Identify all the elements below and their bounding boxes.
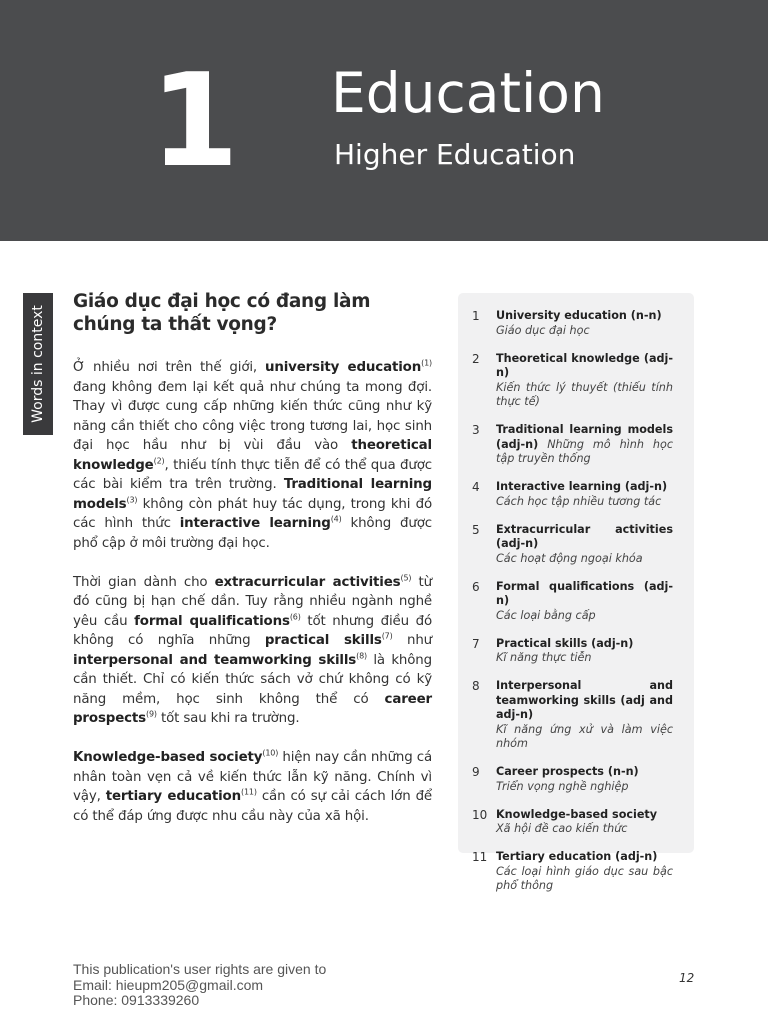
paragraph-text: từ đó cũng bị hạn chế dần. Tuy rằng nhiều ngành nghề yêu cầu (73, 574, 432, 629)
glossary-entry (496, 352, 673, 410)
glossary-definition: Giáo dục đại học (496, 323, 590, 337)
key-term: university education (264, 360, 422, 375)
article-title: Giáo dục đại học có đang làm chúng ta thất vọng? (73, 291, 371, 335)
glossary-item (472, 850, 673, 894)
glossary-number: 10 (472, 807, 488, 822)
term-reference: (8) (356, 651, 368, 661)
glossary-term: Tertiary education (adj-n) (496, 850, 658, 863)
paragraph-text: tốt sau khi ra trường. (156, 711, 300, 726)
footer-line: This publication's user rights are given to (73, 961, 327, 977)
paragraph-text: không còn phát huy tác dụng, trong khi đó các hình thức (73, 496, 432, 531)
glossary-definition: Kĩ năng thực tiễn (496, 651, 592, 664)
article-paragraph (73, 748, 432, 826)
paragraph-text: Ở nhiều nơi trên thế giới, (73, 360, 265, 375)
term-reference: (11) (240, 787, 257, 797)
article-paragraph (73, 573, 432, 729)
glossary-term: Traditional learning models (adj-n) (496, 423, 673, 451)
glossary-number: 9 (472, 765, 480, 779)
glossary-item (472, 523, 673, 567)
footer-line: Email: hieupm205@gmail.com (73, 976, 264, 993)
chapter-subtitle: Higher Education (334, 138, 576, 171)
term-reference: (3) (126, 495, 138, 505)
glossary-item (472, 580, 673, 624)
glossary-number: 5 (472, 522, 480, 537)
page-number: 12 (679, 971, 695, 985)
article (73, 290, 432, 846)
glossary-item (472, 309, 673, 338)
glossary-definition: Xã hội đề cao kiến thức (496, 822, 628, 835)
key-term: career prospects (73, 691, 432, 726)
key-term: theoretical knowledge (73, 438, 432, 473)
glossary-definition: Kiến thức lý thuyết (thiếu tính thực tế) (496, 380, 673, 408)
chapter-number: 1 (150, 47, 236, 196)
paragraph-text: , thiếu tính thực tiễn để có thể qua được các bài kiểm tra trên trường. (73, 457, 432, 492)
glossary-entry (496, 765, 673, 794)
article-paragraph (73, 358, 432, 553)
footer-rights-notice (73, 962, 326, 1009)
glossary-definition: Triển vọng nghề nghiệp (496, 779, 629, 793)
glossary-definition: Các loại bằng cấp (496, 608, 596, 622)
glossary-definition: Kĩ năng ứng xử và làm việc nhóm (496, 722, 673, 750)
glossary-item (472, 765, 673, 794)
glossary-number: 7 (472, 636, 480, 651)
term-reference: (1) (421, 358, 432, 368)
glossary-term: Practical skills (adj-n) (496, 636, 634, 650)
paragraph-text: là không cần thiết. Chỉ có kiến thức sách vở chứ không có kỹ năng mềm, học sinh không thể có (73, 652, 432, 707)
glossary-item (472, 423, 673, 467)
glossary-number: 2 (472, 351, 480, 366)
glossary-term: Extracurricular activities (adj-n) (496, 522, 673, 550)
key-term: Traditional learning models (73, 477, 432, 512)
glossary-item (472, 808, 673, 837)
glossary-entry (496, 480, 673, 509)
key-term: tertiary education (105, 789, 241, 804)
glossary-term: Interactive learning (adj-n) (496, 480, 668, 493)
footer-line: Phone: 0913339260 (73, 992, 200, 1008)
paragraph-text: không được phổ cập ở môi trường đại học. (73, 516, 432, 551)
term-reference: (9) (146, 709, 157, 719)
glossary-entry (496, 580, 673, 624)
key-term: interpersonal and teamworking skills (73, 652, 357, 668)
paragraph-text: Thời gian dành cho (73, 574, 215, 590)
glossary-number: 4 (472, 480, 480, 494)
glossary-definition: Các loại hình giáo dục sau bậc phổ thông (496, 864, 673, 892)
glossary-number: 3 (472, 423, 480, 437)
glossary-item (472, 480, 673, 509)
glossary-term: Career prospects (n-n) (496, 765, 639, 778)
glossary-definition: Các hoạt động ngoại khóa (496, 551, 643, 565)
glossary-entry (496, 637, 673, 666)
paragraph-text: hiện nay cần những cá nhân toàn vẹn cả về kiến thức lẫn kỹ năng. Chính vì vậy, (73, 750, 433, 804)
article-body (73, 358, 432, 826)
key-term: interactive learning (179, 516, 331, 531)
term-reference: (2) (153, 456, 165, 466)
glossary-term: Knowledge-based society (496, 807, 658, 821)
glossary-term: University education (n-n) (496, 309, 662, 322)
chapter-title: Education (331, 61, 605, 125)
glossary-term: Formal qualifications (adj-n) (496, 579, 673, 607)
glossary-term: Interpersonal and teamworking skills (adj and adj-n) (496, 679, 673, 721)
key-term: Knowledge-based society (73, 750, 263, 765)
term-reference: (10) (262, 748, 279, 758)
words-in-context-tab (23, 293, 53, 435)
glossary-entry (496, 309, 673, 338)
glossary-item (472, 637, 673, 666)
glossary-number: 8 (472, 679, 480, 693)
chapter-banner (0, 0, 768, 241)
glossary-item (472, 679, 673, 752)
glossary-entry (496, 679, 673, 752)
glossary-term: Theoretical knowledge (adj-n) (496, 351, 673, 379)
paragraph-text: cần có sự cải cách lớn để có thể đáp ứng được nhu cầu này của xã hội. (73, 789, 433, 824)
glossary-item (472, 352, 673, 410)
glossary-entry (496, 423, 673, 467)
key-term: practical skills (264, 633, 382, 648)
glossary-definition: Cách học tập nhiều tương tác (496, 494, 662, 508)
term-reference: (7) (381, 631, 393, 641)
glossary-entry (496, 523, 673, 567)
glossary-definition: Những mô hình học tập truyền thống (496, 437, 673, 465)
key-term: formal qualifications (134, 613, 290, 629)
glossary-number: 1 (472, 309, 480, 323)
key-term: extracurricular activities (214, 574, 401, 590)
paragraph-text: tốt nhưng điều đó không có nghĩa những (73, 613, 432, 648)
term-reference: (4) (330, 514, 342, 524)
paragraph-text: đang không đem lại kết quả như chúng ta mong đợi. Thay vì được cung cấp những kiến thức cũng như kỹ năng cần thiết cho công việc trong tương lai, học sinh đại học hầu như bị vùi đầu vào (73, 379, 432, 453)
side-tab-label: Words in context (30, 305, 46, 423)
term-reference: (5) (400, 573, 412, 583)
glossary-entry (496, 850, 673, 894)
glossary-box (458, 293, 694, 892)
glossary-entry (496, 808, 673, 837)
term-reference: (6) (289, 612, 301, 622)
paragraph-text: như (392, 633, 432, 648)
glossary-number: 6 (472, 579, 480, 594)
glossary-number: 11 (472, 850, 488, 864)
